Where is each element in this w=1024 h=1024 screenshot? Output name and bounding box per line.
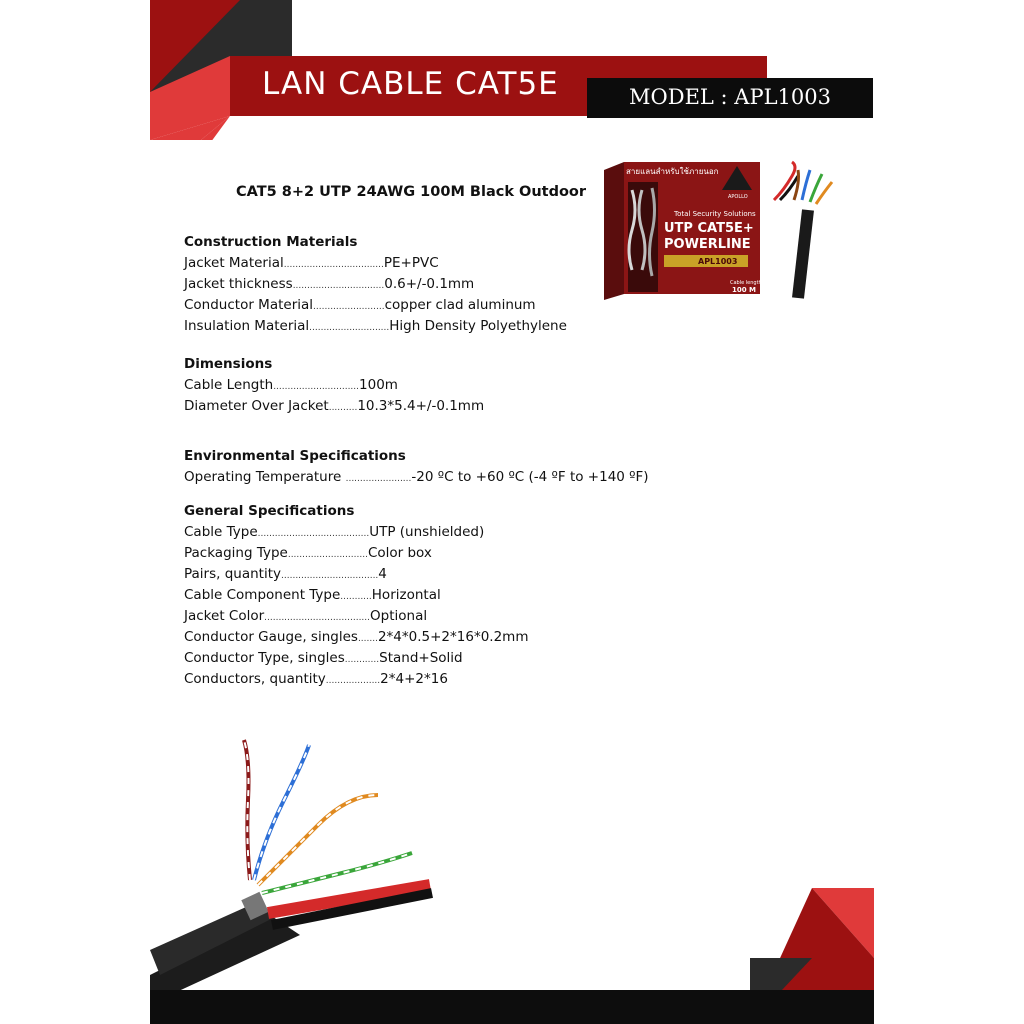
spec-label: Pairs, quantity — [184, 566, 282, 582]
spec-dots: ..................................... — [264, 613, 371, 623]
page-title: LAN CABLE CAT5E — [262, 66, 559, 102]
box-length-value: 100 M — [732, 286, 757, 294]
spec-label: Jacket Material — [184, 255, 284, 271]
spec-row — [184, 375, 484, 396]
box-line-1: UTP CAT5E+ — [664, 221, 754, 236]
box-thai-text: สายแลนสำหรับใช้ภายนอก — [626, 167, 719, 176]
spec-dots: .................................. — [281, 571, 379, 581]
spec-value: 4 — [378, 566, 387, 582]
product-subtitle: CAT5 8+2 UTP 24AWG 100M Black Outdoor — [236, 184, 587, 200]
box-model-tag: APL1003 — [698, 257, 738, 266]
spec-dots: ............................ — [309, 323, 390, 333]
spec-row — [184, 648, 528, 669]
section-general-specifications — [184, 501, 528, 690]
spec-value: Color box — [367, 545, 432, 561]
section-title: Dimensions — [184, 356, 273, 372]
spec-row — [184, 253, 567, 274]
box-line-2: POWERLINE — [664, 237, 751, 252]
spec-dots: ................... — [325, 676, 381, 686]
spec-label: Conductor Gauge, singles — [184, 629, 358, 645]
spec-row — [184, 295, 567, 316]
model-label: MODEL : APL1003 — [629, 85, 831, 109]
spec-value: 0.6+/-0.1mm — [384, 276, 475, 292]
spec-dots: ................................ — [292, 281, 385, 291]
spec-value: Horizontal — [371, 587, 441, 603]
spec-row — [184, 669, 528, 690]
section-construction-materials — [184, 232, 567, 337]
spec-value: 10.3*5.4+/-0.1mm — [357, 398, 485, 414]
section-title: General Specifications — [184, 503, 355, 519]
spec-label: Jacket Color — [184, 608, 265, 624]
spec-dots: ....................................... — [257, 529, 370, 539]
cable-photo — [150, 735, 450, 995]
spec-dots: ....................... — [345, 474, 412, 484]
spec-dots: ....... — [357, 634, 378, 644]
spec-sheet-page — [150, 0, 874, 1024]
spec-row — [184, 564, 528, 585]
spec-dots: .............................. — [273, 382, 360, 392]
model-banner — [587, 78, 873, 118]
spec-value: UTP (unshielded) — [369, 524, 485, 540]
spec-row — [184, 467, 649, 488]
spec-label: Conductor Material — [184, 297, 314, 313]
spec-value: 2*4*0.5+2*16*0.2mm — [377, 629, 529, 645]
box-brand: APOLLO — [728, 194, 748, 200]
spec-label: Conductors, quantity — [184, 671, 326, 687]
section-title: Construction Materials — [184, 234, 358, 250]
spec-row — [184, 627, 528, 648]
section-environmental-specifications — [184, 446, 649, 488]
spec-row — [184, 522, 528, 543]
spec-row — [184, 274, 567, 295]
spec-row — [184, 585, 528, 606]
spec-value: -20 ºC to +60 ºC (-4 ºF to +140 ºF) — [411, 469, 649, 485]
product-box-image — [602, 160, 842, 300]
spec-dots: ......................... — [313, 302, 385, 312]
spec-label: Cable Component Type — [184, 587, 341, 603]
spec-dots: ............................ — [287, 550, 368, 560]
section-dimensions — [184, 354, 484, 417]
spec-value: PE+PVC — [383, 255, 439, 271]
spec-dots: ........... — [340, 592, 372, 602]
spec-value: 2*4+2*16 — [380, 671, 448, 687]
box-tagline: Total Security Solutions — [674, 210, 756, 218]
spec-row — [184, 316, 567, 337]
section-title: Environmental Specifications — [184, 448, 406, 464]
spec-label: Cable Type — [184, 524, 258, 540]
spec-label: Insulation Material — [184, 318, 310, 334]
spec-value: 100m — [359, 377, 398, 393]
bottom-strip — [150, 990, 874, 1024]
spec-label: Operating Temperature — [184, 469, 346, 485]
spec-dots: ............ — [344, 655, 380, 665]
spec-row — [184, 606, 528, 627]
spec-label: Jacket thickness — [184, 276, 293, 292]
spec-label: Cable Length — [184, 377, 274, 393]
spec-value: Stand+Solid — [379, 650, 463, 666]
spec-row — [184, 543, 528, 564]
spec-row — [184, 396, 484, 417]
spec-value: copper clad aluminum — [384, 297, 536, 313]
spec-dots: ................................... — [283, 260, 384, 270]
spec-value: High Density Polyethylene — [389, 318, 567, 334]
spec-value: Optional — [370, 608, 428, 624]
spec-label: Conductor Type, singles — [184, 650, 345, 666]
spec-label: Packaging Type — [184, 545, 288, 561]
spec-dots: .......... — [328, 403, 358, 413]
box-length-label: Cable length — [730, 280, 762, 286]
spec-label: Diameter Over Jacket — [184, 398, 329, 414]
